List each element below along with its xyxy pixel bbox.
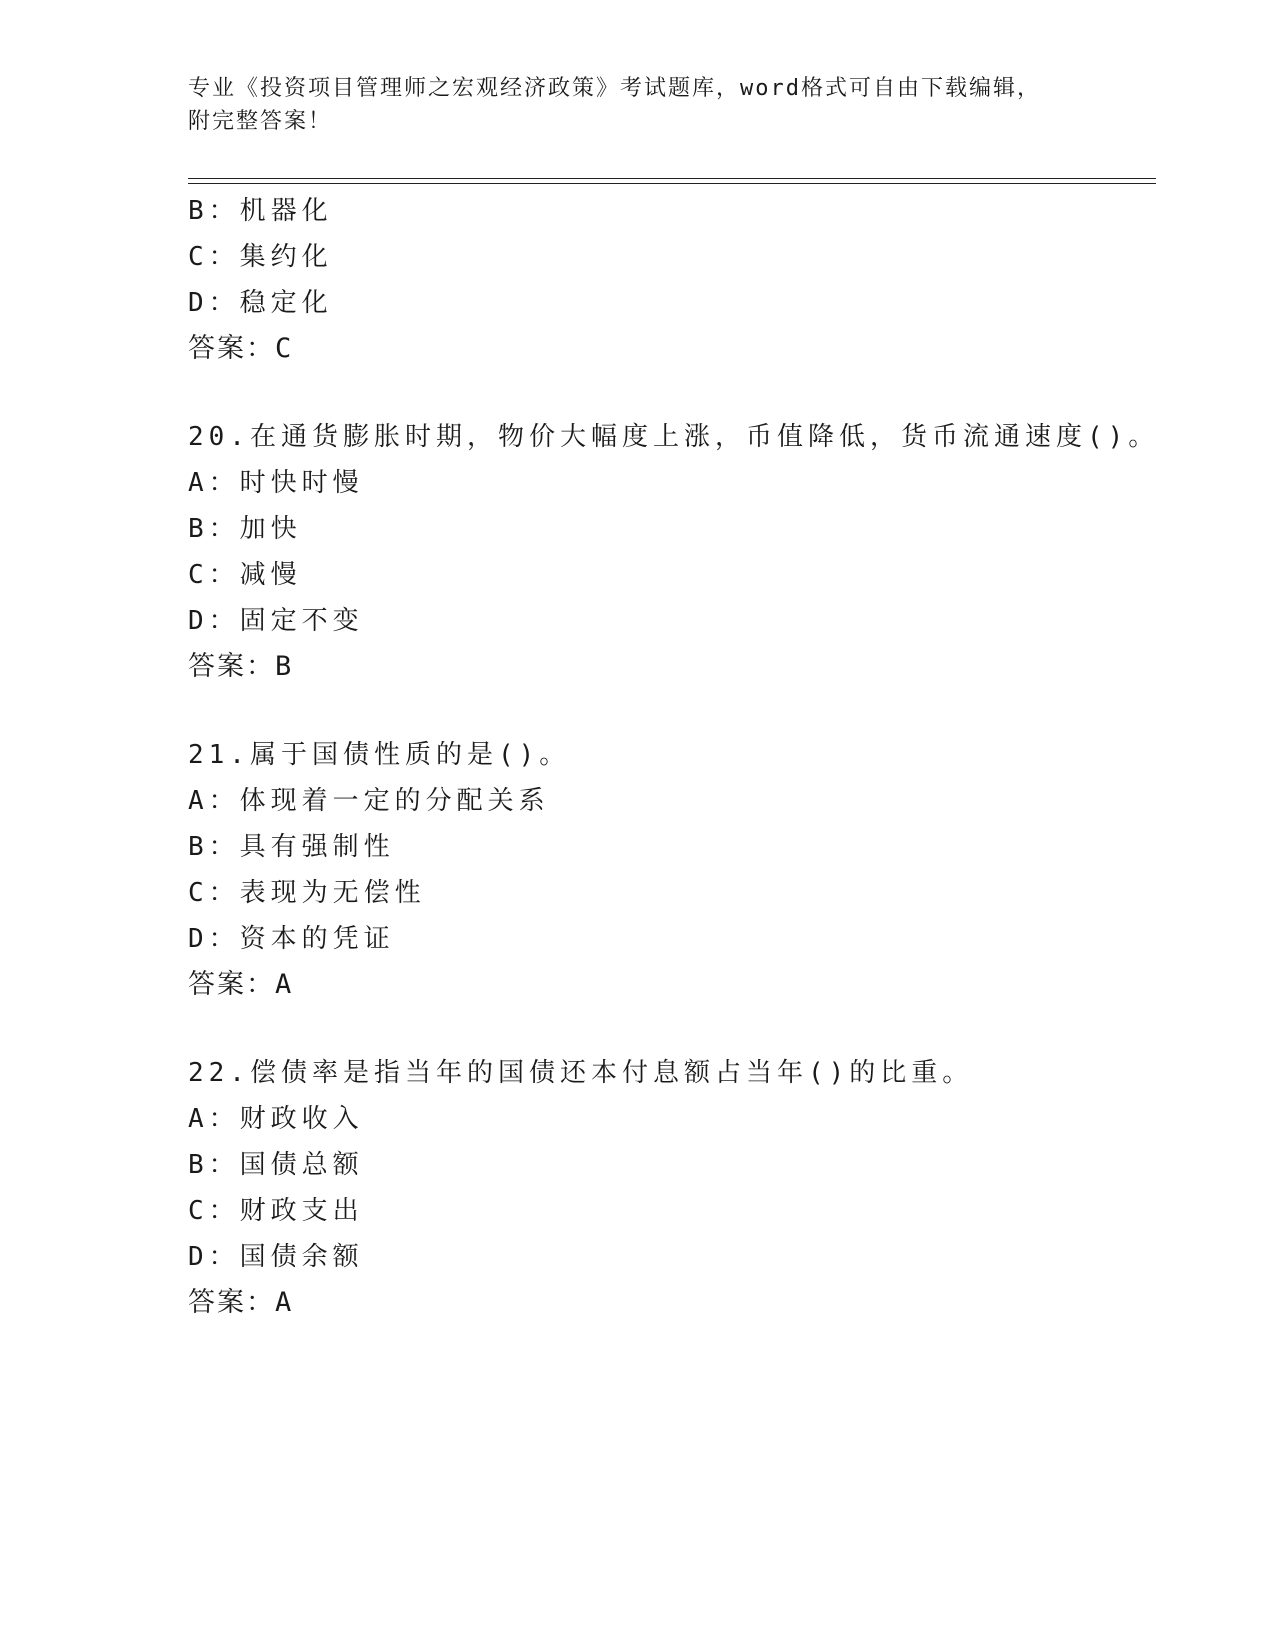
question-block-21 <box>188 732 1156 1008</box>
question-block-22 <box>188 1050 1156 1326</box>
answer-line: 答案：A <box>188 969 294 1000</box>
question-block-20 <box>188 414 1160 690</box>
option-b: B：加快 <box>188 514 302 544</box>
answer-line: 答案：A <box>188 1287 294 1318</box>
partial-question-block <box>188 188 1156 372</box>
option-a: A：财政收入 <box>188 1104 364 1134</box>
option-d: D：固定不变 <box>188 606 364 636</box>
option-b: B：具有强制性 <box>188 832 395 862</box>
header-line-1: 专业《投资项目管理师之宏观经济政策》考试题库，word格式可自由下载编辑， <box>188 76 1041 101</box>
question-stem: 20.在通货膨胀时期，物价大幅度上涨，币值降低，货币流通速度()。 <box>188 422 1160 452</box>
question-stem: 21.属于国债性质的是()。 <box>188 740 571 770</box>
question-stem: 22.偿债率是指当年的国债还本付息额占当年()的比重。 <box>188 1058 974 1088</box>
option-d: D：国债余额 <box>188 1242 364 1272</box>
option-c: C：减慢 <box>188 560 302 590</box>
header-line-2: 附完整答案！ <box>188 109 333 134</box>
option-c: C：财政支出 <box>188 1196 364 1226</box>
option-a: A：时快时慢 <box>188 468 364 498</box>
option-c: C：表现为无偿性 <box>188 878 426 908</box>
option-a: A：体现着一定的分配关系 <box>188 786 550 816</box>
option-d: D：稳定化 <box>188 288 333 318</box>
document-header <box>188 72 1088 138</box>
header-divider-top <box>188 178 1156 179</box>
option-d: D：资本的凭证 <box>188 924 395 954</box>
answer-line: 答案：C <box>188 333 294 364</box>
question-list <box>188 188 1160 1326</box>
answer-line: 答案：B <box>188 651 294 682</box>
option-b: B：机器化 <box>188 196 333 226</box>
option-c: C：集约化 <box>188 242 333 272</box>
option-b: B：国债总额 <box>188 1150 364 1180</box>
header-divider-bottom <box>188 183 1156 184</box>
